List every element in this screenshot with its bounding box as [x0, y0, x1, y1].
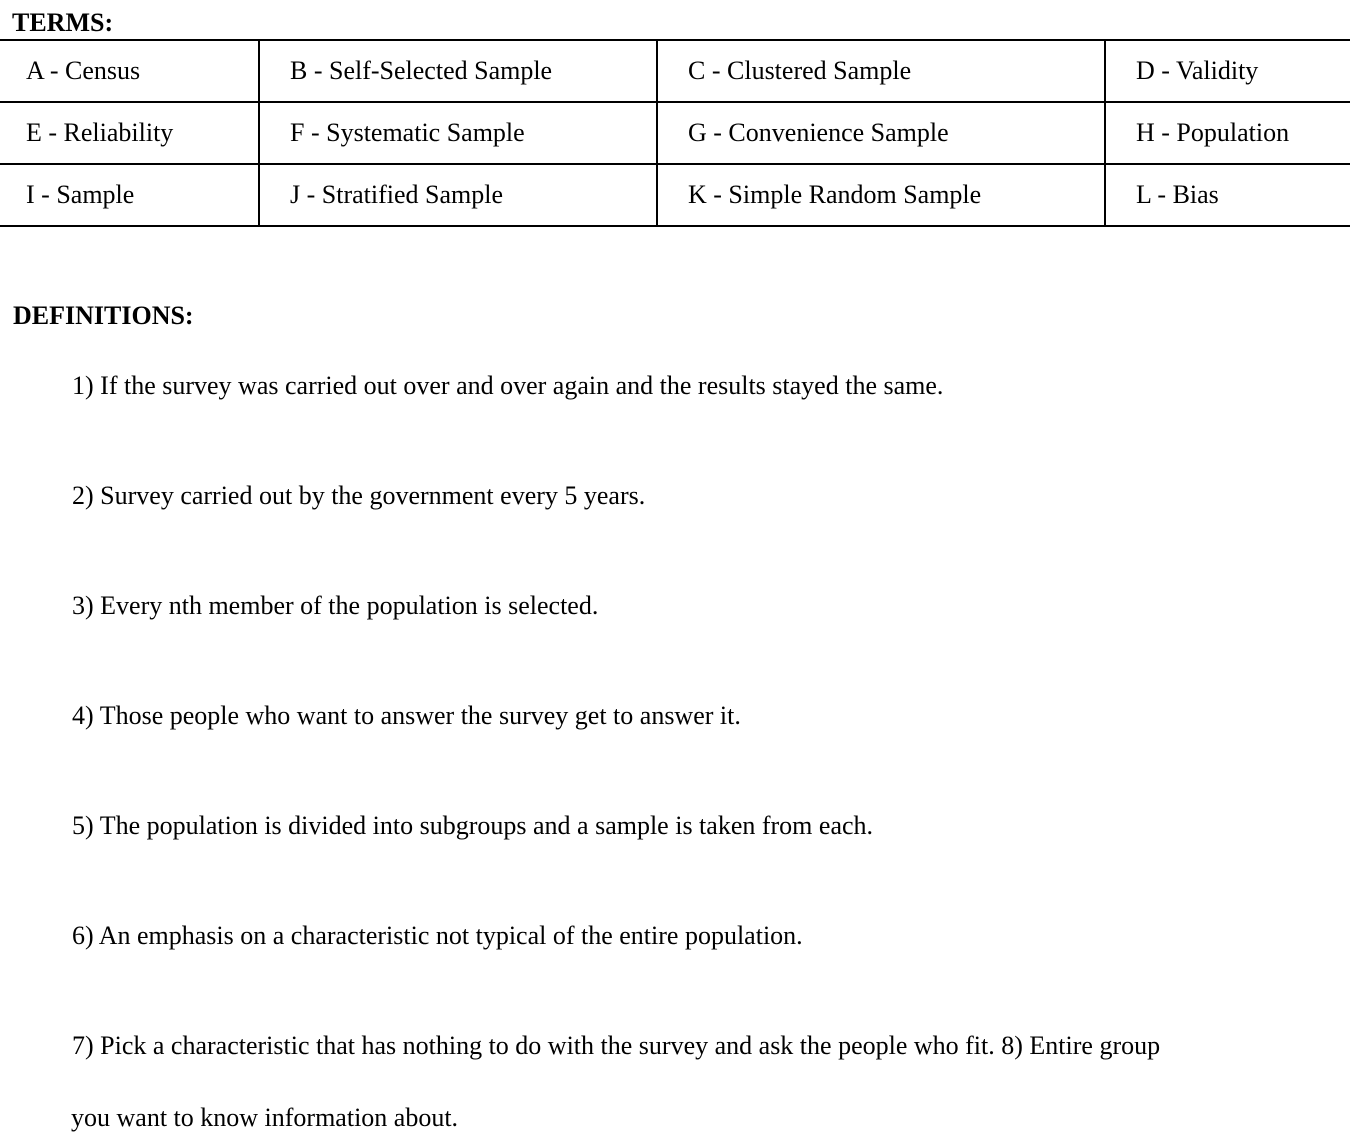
terms-heading: TERMS: — [12, 8, 114, 37]
definitions-heading: DEFINITIONS: — [13, 301, 194, 330]
terms-row — [0, 40, 1350, 102]
term-cell: F - Systematic Sample — [259, 102, 657, 164]
terms-row — [0, 102, 1350, 164]
term-cell: J - Stratified Sample — [259, 164, 657, 226]
term-cell: K - Simple Random Sample — [657, 164, 1105, 226]
terms-row — [0, 164, 1350, 226]
term-cell: A - Census — [0, 40, 259, 102]
definition-item-continuation: you want to know information about. — [71, 1103, 459, 1132]
term-cell: B - Self-Selected Sample — [259, 40, 657, 102]
term-cell: H - Population — [1105, 102, 1350, 164]
definition-item: 5) The population is divided into subgroups and a sample is taken from each. — [72, 811, 874, 840]
term-cell: G - Convenience Sample — [657, 102, 1105, 164]
term-cell: D - Validity — [1105, 40, 1350, 102]
definition-item: 4) Those people who want to answer the survey get to answer it. — [72, 701, 741, 730]
terms-table — [0, 39, 1350, 227]
term-cell: I - Sample — [0, 164, 259, 226]
definition-item: 1) If the survey was carried out over and over again and the results stayed the same. — [72, 371, 944, 400]
term-cell: L - Bias — [1105, 164, 1350, 226]
definition-item: 2) Survey carried out by the government every 5 years. — [72, 481, 646, 510]
definition-item: 6) An emphasis on a characteristic not typical of the entire population. — [72, 921, 803, 950]
term-cell: E - Reliability — [0, 102, 259, 164]
term-cell: C - Clustered Sample — [657, 40, 1105, 102]
definition-item: 3) Every nth member of the population is selected. — [72, 591, 599, 620]
definition-item: 7) Pick a characteristic that has nothing to do with the survey and ask the people who fit. 8) Entire group — [72, 1031, 1161, 1060]
